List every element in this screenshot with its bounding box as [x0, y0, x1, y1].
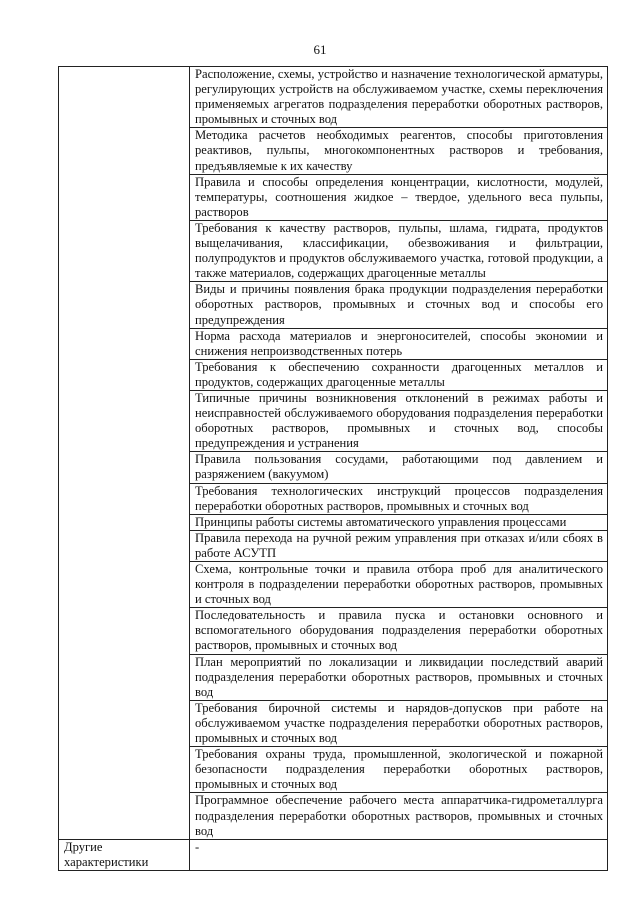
other-characteristics-value: - — [190, 839, 608, 870]
requirement-text: Последовательность и правила пуска и остановки основного и вспомогательного оборудования подразделения переработки оборотных растворов, промывных и сточных вод — [190, 608, 608, 654]
requirement-text: Норма расхода материалов и энергоносителей, способы экономии и снижения непроизводственных потерь — [190, 328, 608, 359]
page-number: 61 — [313, 42, 327, 57]
requirement-text: Программное обеспечение рабочего места аппаратчика-гидрометаллурга подразделения переработки оборотных растворов, промывных и сточных вод — [190, 793, 608, 839]
requirement-text: Типичные причины возникновения отклонений в режимах работы и неисправностей обслуживаемого оборудования подразделения переработки оборотных растворов, промывных и сточных вод, способы предупреждения и устранения — [190, 390, 608, 451]
table-row — [59, 67, 608, 128]
requirement-text: Требования к обеспечению сохранности драгоценных металлов и продуктов, содержащих драгоценные металлы — [190, 359, 608, 390]
requirement-text: Методика расчетов необходимых реагентов, способы приготовления реактивов, пульпы, многокомпонентных растворов и требования, предъявляемые к их качеству — [190, 128, 608, 174]
requirement-text: Требования к качеству растворов, пульпы, шлама, гидрата, продуктов выщелачивания, классификации, обезвоживания и фильтрации, полупродуктов и продуктов обслуживаемого участка, готовой продукции, а также материалов, содержащих драгоценные металлы — [190, 220, 608, 281]
requirement-text: Схема, контрольные точки и правила отбора проб для аналитического контроля в подразделении переработки оборотных растворов, промывных и сточных вод — [190, 562, 608, 608]
knowledge-table-body — [59, 67, 608, 871]
requirement-text: Требования бирочной системы и нарядов-допусков при работе на обслуживаемом участке подразделения переработки оборотных растворов, промывных и сточных вод — [190, 700, 608, 746]
requirement-text: Виды и причины появления брака продукции подразделения переработки оборотных растворов, промывных и сточных вод и способы его предупреждения — [190, 282, 608, 328]
table-row-other — [59, 839, 608, 870]
other-characteristics-label: Другие характеристики — [59, 839, 190, 870]
requirement-text: План мероприятий по локализации и ликвидации последствий аварий подразделения переработки оборотных растворов, промывных и сточных вод — [190, 654, 608, 700]
requirement-text: Требования охраны труда, промышленной, экологической и пожарной безопасности подразделения переработки оборотных растворов, промывных и сточных вод — [190, 747, 608, 793]
requirement-text: Расположение, схемы, устройство и назначение технологической арматуры, регулирующих устройств на обслуживаемом участке, схемы переключения применяемых агрегатов подразделения переработки оборотных растворов, промывных и сточных вод — [190, 67, 608, 128]
requirement-text: Правила и способы определения концентрации, кислотности, модулей, температуры, соотношения жидкое – твердое, удельного веса пульпы, растворов — [190, 174, 608, 220]
requirement-text: Правила пользования сосудами, работающими под давлением и разряжением (вакуумом) — [190, 452, 608, 483]
requirement-text: Правила перехода на ручной режим управления при отказах и/или сбоях в работе АСУТП — [190, 530, 608, 561]
requirement-text: Принципы работы системы автоматического управления процессами — [190, 514, 608, 530]
row-label-cell — [59, 67, 190, 840]
requirement-text: Требования технологических инструкций процессов подразделения переработки оборотных растворов, промывных и сточных вод — [190, 483, 608, 514]
knowledge-table — [58, 66, 608, 871]
